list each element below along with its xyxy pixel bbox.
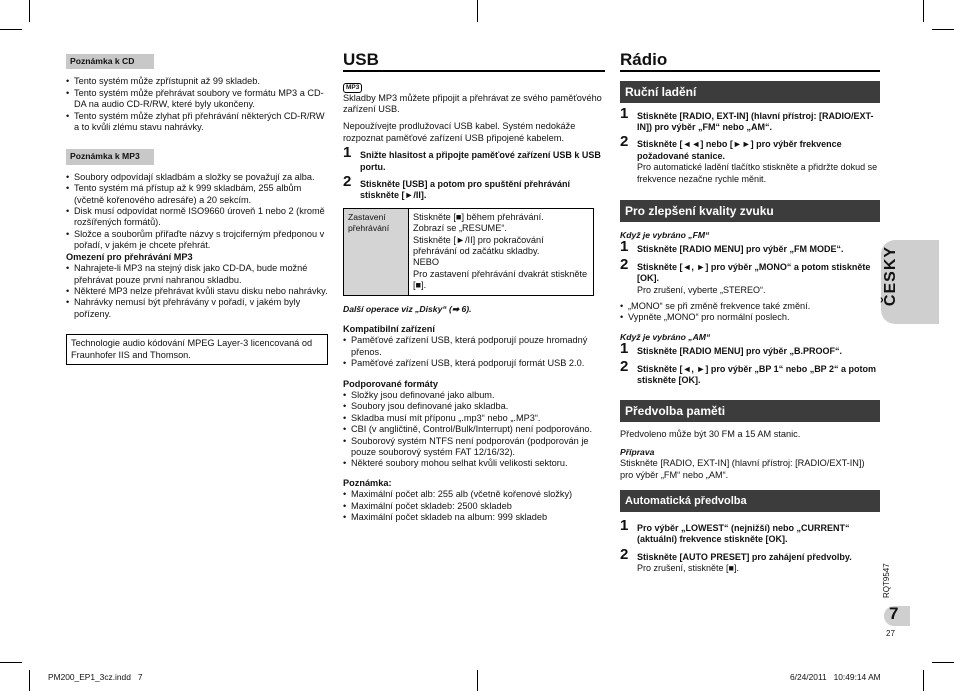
manual-step-1 [620,104,880,134]
language-tab-label: ČESKY [882,245,899,307]
step-number: 1 [343,144,352,162]
list-item: • Tento systém může zpřístupnit až 99 skladeb. [66,76,328,87]
page-number-big: 7 [889,604,899,623]
am-step-2 [620,357,880,387]
list-item: • Skladba musí mít příponu „.mp3“ nebo „.MP3“. [343,413,605,424]
auto-step-2 [620,545,880,575]
list-item: • Maximální počet alb: 255 alb (včetně kořenové složky) [343,489,605,500]
limits-heading: Omezení pro přehrávání MP3 [66,251,193,262]
compat-list [343,335,605,369]
quality-bar: Pro zlepšení kvality zvuku [620,200,880,222]
crop-mark [29,0,30,22]
list-item: • Nahrajete-li MP3 na stejný disk jako CD-DA, bude možné přehrávat pouze první nahranou skladbu. [66,263,328,286]
list-item: • Soubory odpovídají skladbám a složky se považují za alba. [66,172,328,183]
radio-column [620,50,880,575]
note-mp3-list [66,172,328,252]
crop-mark [932,29,954,30]
step-subtext: Pro zrušení, vyberte „STEREO“. [637,284,766,295]
fm-notes [620,301,880,324]
step-text: Stiskněte [◄, ►] pro výběr „BP 1“ nebo „BP 2“ a potom stiskněte [OK]. [637,363,877,385]
step-text: Stiskněte [◄◄] nebo [►►] pro výběr frekvence požadované stanice. [637,139,842,161]
step-text: Pro výběr „LOWEST“ (nejnižší) nebo „CURRENT“ (aktuální) frekvence stiskněte [OK]. [637,523,850,545]
step-text: Stiskněte [AUTO PRESET] pro zahájení předvolby. [637,551,852,562]
list-item: • Nahrávky nemusí být přehrávány v pořadí, v jakém byly pořízeny. [66,297,328,320]
table-line: Stiskněte [■] během přehrávání. [413,211,544,222]
usb-warning: Nepoužívejte prodlužovací USB kabel. Systém nedokáže rozpoznat paměťové zařízení USB připojené kabelem. [343,121,576,143]
crop-mark [923,0,924,22]
list-item: • Maximální počet skladeb: 2500 skladeb [343,501,605,512]
usb-step-1 [343,144,605,173]
document-code: RQT9547 [882,563,891,598]
stop-playback-table [343,208,594,296]
am-when: Když je vybráno „AM“ [620,331,711,342]
step-text: Stiskněte [RADIO, EXT-IN] (hlavní přístroj: [RADIO/EXT-IN]) pro výběr „FM“ nebo „AM“. [637,110,874,132]
usb-title: USB [343,50,379,69]
step-number: 1 [620,238,629,256]
step-subtext: Pro zrušení, stiskněte [■]. [637,563,739,574]
compat-heading: Kompatibilní zařízení [343,324,435,334]
step-text: Stiskněte [USB] a potom pro spuštění přehrávání stiskněte [►/II]. [360,178,571,201]
mp3-badge: MP3 [343,83,362,93]
table-label: Zastavení přehrávání [344,208,409,295]
list-item: • Maximální počet skladeb na album: 999 skladeb [343,512,605,523]
list-item: • Některé soubory mohou selhat kvůli velikosti sektoru. [343,458,605,469]
prep-text: Stiskněte [RADIO, EXT-IN] (hlavní přístroj: [RADIO/EXT-IN]) pro výběr „FM“ nebo „AM“. [620,458,865,480]
usb-column [343,50,605,524]
table-content [409,208,594,295]
crop-mark [0,29,22,30]
list-item: • Složce a souborům přiřaďte názvy s trojciferným předponou v pořadí, v jakém je chcete přehrát. [66,229,328,252]
list-item: • Paměťové zařízení USB, která podporují pouze hromadný přenos. [343,335,605,358]
formats-list [343,390,605,470]
formats-heading: Podporované formáty [343,378,438,389]
list-item: • Některé MP3 nelze přehrávat kvůli stavu disku nebo nahrávky. [66,286,328,297]
list-item: • „MONO“ se při změně frekvence také změní. [620,301,880,312]
page-number-small: 27 [886,629,895,638]
manual-tuning-bar: Ruční ladění [620,81,880,103]
center-mark [477,670,478,691]
list-item: • Tento systém může zlyhat při přehrávání některých CD-R/RW a to kvůli zlému stavu nahrávky. [66,111,328,134]
manual-step-2 [620,133,880,185]
auto-step-1 [620,517,880,546]
am-step-1 [620,340,880,358]
list-item: • Složky jsou definované jako album. [343,390,605,401]
footer-file: PM200_EP1_3cz.indd 7 [48,672,143,682]
note-heading: Poznámka: [343,477,392,488]
step-number: 1 [620,340,629,358]
note-cd-list [66,76,328,133]
note-cd-label: Poznámka k CD [66,54,154,69]
list-item: • Disk musí odpovídat normě ISO9660 úroveň 1 nebo 2 (kromě rozšířených formátů). [66,206,328,229]
step-text: Stiskněte [RADIO MENU] pro výběr „FM MODE“. [637,244,844,255]
usb-intro: Skladby MP3 můžete připojit a přehrávat ze svého paměťového zařízení USB. [343,92,602,114]
center-mark [477,0,478,22]
step-text: Stiskněte [◄, ►] pro výběr „MONO“ a potom stiskněte [OK]. [637,261,871,284]
crop-mark [0,662,22,663]
step-number: 1 [620,517,629,535]
usb-step-2 [343,172,605,202]
preset-text: Předvoleno může být 30 FM a 15 AM stanic. [620,429,801,440]
fm-when: Když je vybráno „FM“ [620,229,710,240]
radio-title: Rádio [620,50,668,69]
note-mp3-label: Poznámka k MP3 [66,149,154,164]
fm-step-2 [620,255,880,296]
table-line: NEBO [413,257,440,268]
auto-preset-bar: Automatická předvolba [620,490,880,512]
fm-step-1 [620,238,880,256]
step-subtext: Pro automatické ladění tlačítko stiskněte a přidržte dokud se frekvence nezačne rychle měnit. [637,162,878,184]
radio-title-rule [620,70,880,72]
step-number: 2 [343,172,352,190]
limits-list [66,263,328,320]
list-item: • CBI (v angličtině, Control/Bulk/Interrupt) není podporováno. [343,424,605,435]
list-item: • Paměťové zařízení USB, která podporují formát USB 2.0. [343,358,605,369]
step-number: 1 [620,104,629,122]
table-line: Zobrazí se „RESUME“. [413,223,507,234]
table-line: Stiskněte [►/II] pro pokračování přehrávání od začátku skladby. [413,234,544,256]
table-line: Pro zastavení přehrávání dvakrát stiskněte [■]. [413,268,588,291]
preset-bar: Předvolba paměti [620,400,880,422]
note-list [343,489,605,523]
crop-mark [923,670,924,691]
step-number: 2 [620,545,629,563]
prep-heading: Příprava [620,446,655,457]
step-number: 2 [620,133,629,151]
step-number: 2 [620,357,629,375]
footer-date: 6/24/2011 10:49:14 AM [790,672,881,682]
more-operations: Další operace viz „Disky“ (➡ 6). [343,303,472,314]
license-box: Technologie audio kódování MPEG Layer-3 licencovaná od Fraunhofer IIS and Thomson. [66,334,328,365]
list-item: • Tento systém může přehrávat soubory ve formátu MP3 a CD-DA na audio CD-R/RW, které byly ukončeny. [66,88,328,111]
list-item: • Tento systém má přístup až k 999 skladbám, 255 albům (včetně kořenového adresáře) a 20 sekcím. [66,183,328,206]
step-text: Stiskněte [RADIO MENU] pro výběr „B.PROOF“. [637,346,843,357]
usb-title-rule [343,70,605,72]
crop-mark [29,670,30,691]
step-number: 2 [620,255,629,273]
list-item: • Souborový systém NTFS není podporován (podporován je pouze souborový systém FAT 12/16/32). [343,436,605,459]
list-item: • Vypněte „MONO“ pro normální poslech. [620,312,880,323]
list-item: • Soubory jsou definované jako skladba. [343,401,605,412]
left-column [66,54,328,365]
step-text: Snižte hlasitost a připojte paměťové zařízení USB k USB portu. [360,150,601,172]
crop-mark [932,662,954,663]
